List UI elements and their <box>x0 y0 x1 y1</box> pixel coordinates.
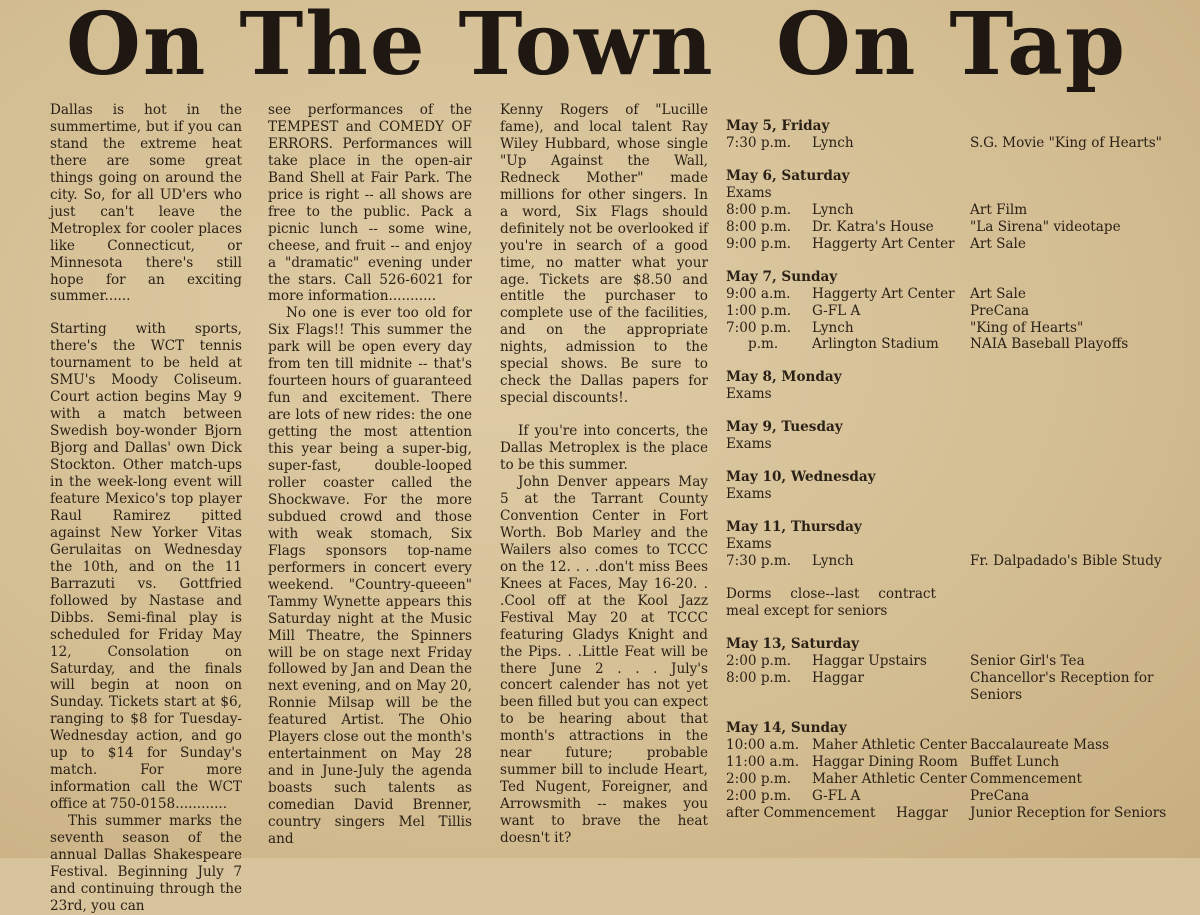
calendar-event: NAIA Baseball Playoffs <box>970 336 1129 353</box>
calendar-row <box>726 553 1176 570</box>
calendar-row <box>726 536 1176 553</box>
calendar-row <box>726 286 1176 303</box>
calendar-event: Art Sale <box>970 235 1026 252</box>
calendar-row <box>726 185 1176 202</box>
calendar-time: 11:00 a.m. <box>726 753 800 770</box>
calendar-row <box>726 236 1176 253</box>
calendar-day-heading: May 5, Friday <box>726 118 830 134</box>
calendar-place: Maher Athletic Center <box>812 770 967 787</box>
calendar-time: 7:30 p.m. <box>726 134 792 151</box>
calendar-note: Dorms close--last contract meal except for seniors <box>726 586 936 619</box>
calendar-place: G-FL A <box>812 787 861 804</box>
calendar-place: Haggar Upstairs <box>812 652 927 669</box>
calendar-event: Buffet Lunch <box>970 753 1060 770</box>
article-column-3 <box>500 102 708 847</box>
calendar-row <box>726 219 1176 236</box>
calendar-place <box>812 536 970 553</box>
calendar-time: 2:00 p.m. <box>726 770 792 787</box>
calendar-time: 8:00 p.m. <box>726 669 792 686</box>
calendar-day-heading: May 10, Wednesday <box>726 469 876 486</box>
calendar-row <box>726 320 1176 337</box>
calendar-event: Senior Girl's Tea <box>970 652 1085 669</box>
calendar-row <box>726 653 1176 670</box>
calendar-event: PreCana <box>970 302 1030 319</box>
calendar-day <box>726 469 1176 503</box>
calendar-event: Chancellor's Reception for Seniors <box>970 669 1154 703</box>
calendar-event: Fr. Dalpadado's Bible Study <box>970 553 1162 570</box>
calendar-day <box>726 519 1176 570</box>
calendar-place: Haggar <box>896 804 948 821</box>
calendar-day-heading: May 8, Monday <box>726 369 842 386</box>
article-paragraph: If you're into concerts, the Dallas Metroplex is the place to be this summer. <box>500 423 708 474</box>
calendar-day <box>726 419 1176 453</box>
calendar-place <box>812 185 970 202</box>
calendar-place: Lynch <box>812 553 854 570</box>
calendar-event: Art Film <box>970 201 1028 218</box>
calendar-place: Maher Athletic Center <box>812 736 967 753</box>
calendar-place: Haggerty Art Center <box>812 285 955 302</box>
article-paragraph: This summer marks the seventh season of the annual Dallas Shakespeare Festival. Beginning July 7 and continuing through the 23rd, you can <box>50 813 242 914</box>
calendar-event <box>970 536 1176 553</box>
calendar-day <box>726 269 1176 354</box>
article-column-1 <box>50 102 242 915</box>
calendar-row <box>726 771 1176 788</box>
calendar-time: 7:00 p.m. <box>726 319 792 336</box>
calendar-place: Lynch <box>812 319 854 336</box>
article-paragraph: John Denver appears May 5 at the Tarrant County Convention Center in Fort Worth. Bob Marley and the Wailers also comes to TCCC on the 12. . . .don't miss Bees Knees at Faces, May 16-20. . .Cool off at the Kool Jazz Festival May 20 at TCCC featuring Gladys Knight and the Pips. . .Little Feat will be there June 2 . . . July's concert calender has not yet been filled but you can expect to be hearing about that month's attractions in the near future; probable summer bill to include Heart, Ted Nugent, Foreigner, and Arrowsmith -- makes you want to brave the heat doesn't it? <box>500 474 708 847</box>
calendar-day-heading: May 14, Sunday <box>726 719 847 736</box>
calendar-day <box>726 636 1176 704</box>
calendar-place: Lynch <box>812 134 854 151</box>
calendar-event: Art Sale <box>970 285 1026 302</box>
calendar-day-heading: May 13, Saturday <box>726 635 860 652</box>
calendar-time: 9:00 a.m. <box>726 285 791 302</box>
headline-on-the-town: On The Town <box>66 0 715 95</box>
calendar-place: Haggar Dining Room <box>812 753 958 770</box>
calendar-time: Exams <box>726 184 772 201</box>
calendar-day-heading: May 7, Sunday <box>726 268 838 285</box>
calendar-row <box>726 737 1176 754</box>
calendar-row <box>726 486 1176 503</box>
calendar-time: Exams <box>726 536 772 553</box>
calendar-day-heading: May 6, Saturday <box>726 167 850 184</box>
article-column-2 <box>268 102 472 848</box>
calendar-event: Baccalaureate Mass <box>970 736 1110 753</box>
calendar-row <box>726 670 1176 704</box>
calendar-event: "King of Hearts" <box>970 319 1084 336</box>
calendar-place: Arlington Stadium <box>812 336 939 353</box>
calendar-event <box>970 436 1176 453</box>
calendar-time: 1:00 p.m. <box>726 302 792 319</box>
calendar-day <box>726 118 1176 152</box>
calendar-place: Lynch <box>812 201 854 218</box>
calendar-time: 7:30 p.m. <box>726 553 792 570</box>
calendar-day-heading: May 11, Thursday <box>726 519 862 536</box>
calendar-time: 2:00 p.m. <box>726 652 792 669</box>
calendar-time: Exams <box>726 486 772 503</box>
calendar-time: 8:00 p.m. <box>726 218 792 235</box>
calendar-event <box>970 185 1176 202</box>
calendar-time: 2:00 p.m. <box>726 787 792 804</box>
calendar-day <box>726 369 1176 403</box>
on-tap-calendar <box>726 118 1176 837</box>
article-paragraph: No one is ever too old for Six Flags!! This summer the park will be open every day from ten till midnite -- that's fourteen hours of guaranteed fun and excitement. There are lots of new rides: the one getting the most attention this year being a super-big, super-fast, double-looped roller coaster called the Shockwave. For the more subdued crowd and those with weak stomach, Six Flags sponsors top-name performers in concert every weekend. "Country-queeen" Tammy Wynette appears this Saturday night at the Music Mill Theatre, the Spinners will be on stage next Friday followed by Jan and Dean the next evening, and on May 20, Ronnie Milsap will be the featured Artist. The Ohio Players close out the month's entertainment on May 28 and in June-July the agenda boasts such talents as comedian David Brenner, country singers Mel Tillis and <box>268 305 473 847</box>
calendar-event: Commencement <box>970 770 1082 787</box>
calendar-event: S.G. Movie "King of Hearts" <box>970 134 1162 151</box>
article-paragraph: Dallas is hot in the summertime, but if you can stand the extreme heat there are some great things going on around the city. So, for all UD'ers who just can't leave the Metroplex for cooler places like Connecticut, or Minnesota there's still hope for an exciting summer...... <box>50 102 242 305</box>
article-paragraph: Starting with sports, there's the WCT tennis tournament to be held at SMU's Moody Coliseum. Court action begins May 9 with a match between Swedish boy-wonder Bjorn Bjorg and Dallas' own Dick Stockton. Other match-ups in the week-long event will feature Mexico's top player Raul Ramirez pitted against New Yorker Vitas Gerulaitas on Wednesday the 10th, and on the 11 Barrazuti vs. Gottfried followed by Nastase and Dibbs. Semi-final play is scheduled for Friday May 12, Consolation on Saturday, and the finals will begin at noon on Sunday. Tickets start at $6, ranging to $8 for Tuesday-Wednesday action, and go up to $14 for Sunday's match. For more information call the WCT office at 750-0158............ <box>50 321 242 813</box>
calendar-time: Exams <box>726 436 772 453</box>
calendar-event: PreCana <box>970 787 1030 804</box>
calendar-row <box>726 135 1176 152</box>
calendar-day-heading: May 9, Tuesday <box>726 419 843 436</box>
calendar-row <box>726 788 1176 805</box>
calendar-place <box>812 486 970 503</box>
calendar-row <box>726 386 1176 403</box>
calendar-row <box>726 805 1176 822</box>
calendar-place: Haggerty Art Center <box>812 235 955 252</box>
calendar-event <box>970 486 1176 503</box>
headline-on-tap: On Tap <box>776 0 1128 95</box>
calendar-row <box>726 202 1176 219</box>
calendar-event: Junior Reception for Seniors <box>970 804 1167 821</box>
calendar-time: p.m. <box>748 336 779 353</box>
calendar-row <box>726 336 1176 353</box>
calendar-place <box>812 386 970 403</box>
article-paragraph: Kenny Rogers of "Lucille fame), and local talent Ray Wiley Hubbard, whose single "Up Against the Wall, Redneck Mother" made millions for other singers. In a word, Six Flags should definitely not be overlooked if you're in search of a good time, no matter what your age. Tickets are $8.50 and entitle the purchaser to complete use of the facilities, and on the appropriate nights, admission to the special shows. Be sure to check the Dallas papers for special discounts!. <box>500 102 708 407</box>
calendar-place: Haggar <box>812 669 864 686</box>
calendar-place <box>812 436 970 453</box>
calendar-row <box>726 754 1176 771</box>
article-paragraph: see performances of the TEMPEST and COMEDY OF ERRORS. Performances will take place in the open-air Band Shell at Fair Park. The price is right -- all shows are free to the public. Pack a picnic lunch -- some wine, cheese, and fruit -- and enjoy a "dramatic" evening under the stars. Call 526-6021 for more information........... <box>268 102 472 305</box>
calendar-row <box>726 436 1176 453</box>
calendar-time: 9:00 p.m. <box>726 235 792 252</box>
calendar-event: "La Sirena" videotape <box>970 218 1121 235</box>
calendar-event <box>970 386 1176 403</box>
calendar-place: Dr. Katra's House <box>812 218 934 235</box>
calendar-time: after Commencement <box>726 804 876 821</box>
calendar-day <box>726 168 1176 253</box>
calendar-row <box>726 303 1176 320</box>
calendar-time: 10:00 a.m. <box>726 736 800 753</box>
calendar-time: 8:00 p.m. <box>726 201 792 218</box>
calendar-time: Exams <box>726 386 772 403</box>
calendar-day <box>726 720 1176 822</box>
calendar-place: G-FL A <box>812 302 861 319</box>
